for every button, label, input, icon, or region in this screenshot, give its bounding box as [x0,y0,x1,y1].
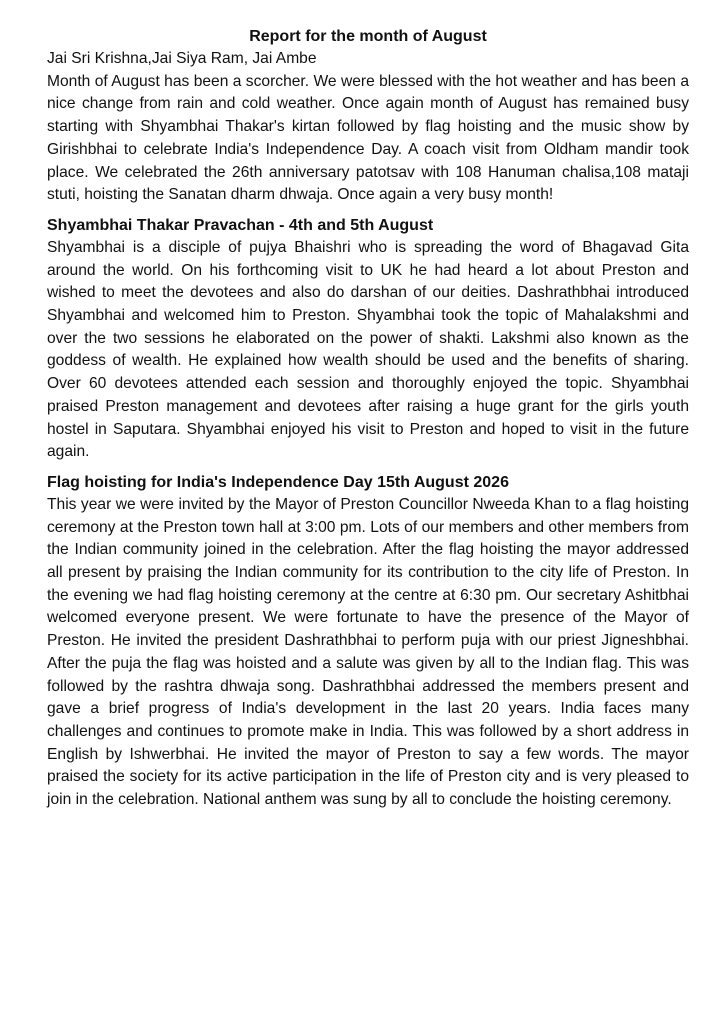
report-title: Report for the month of August [249,28,487,45]
report-page [47,26,689,812]
section-heading-flag-hoisting: Flag hoisting for India's Independence Day 15th August 2026 [47,473,509,491]
section-body-flag-hoisting: This year we were invited by the Mayor of Preston Councillor Nweeda Khan to a flag hoisting ceremony at the Preston town hall at 3:00 pm. Lots of our members and other members from the Indian community joined in the celebration. After the flag hoisting the mayor addressed all present by praising the Indian community for its contribution to the city life of Preston. In the evening we had flag hoisting ceremony at the centre at 6:30 pm. Our secretary Ashitbhai welcomed everyone present. We were fortunate to have the presence of the Mayor of Preston. He invited the president Dashrathbhai to perform puja with our priest Jigneshbhai. After the puja the flag was hoisted and a salute was given by all to the Indian flag. This was followed by the rashtra dhwaja song. Dashrathbhai addressed the members present and gave a brief progress of India's development in the last 20 years. India faces many challenges and continues to promote make in India. This was followed by a short address in English by Ishwerbhai. He invited the mayor of Preston to say a few words. The mayor praised the society for its active participation in the life of Preston city and is very pleased to join in the celebration. National anthem was sung by all to conclude the hoisting ceremony. [47,495,689,809]
intro-paragraph: Month of August has been a scorcher. We were blessed with the hot weather and has been a nice change from rain and cold weather. Once again month of August has remained busy starting with Shyambhai Thakar's kirtan followed by flag hoisting and the music show by Girishbhai to celebrate India's Independence Day. A coach visit from Oldham mandir took place. We celebrated the 26th anniversary patotsav with 108 Hanuman chalisa,108 mataji stuti, hoisting the Sanatan dharm dhwaja. Once again a very busy month! [47,72,689,204]
section-body-pravachan: Shyambhai is a disciple of pujya Bhaishri who is spreading the word of Bhagavad Gita around the world. On his forthcoming visit to UK he had heard a lot about Preston and wished to meet the devotees and also do darshan of our deities. Dashrathbhai introduced Shyambhai and welcomed him to Preston. Shyambhai took the topic of Mahalakshmi and over the two sessions he elaborated on the power of shakti. Lakshmi also known as the goddess of wealth. He explained how wealth should be used and the benefits of sharing. Over 60 devotees attended each session and thoroughly enjoyed the topic. Shyambhai praised Preston management and devotees after raising a huge grant for the girls youth hostel in Saputara. Shyambhai enjoyed his visit to Preston and hoped to visit in the future again. [47,238,689,461]
section-heading-pravachan: Shyambhai Thakar Pravachan - 4th and 5th August [47,216,434,234]
greeting-line: Jai Sri Krishna,Jai Siya Ram, Jai Ambe [47,50,317,67]
